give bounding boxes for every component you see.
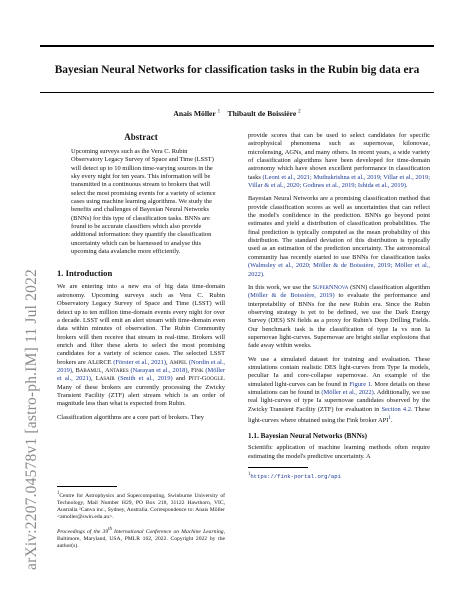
right-paragraph-3 bbox=[248, 284, 430, 351]
fink-api-link[interactable]: https://fink-portal.org/api bbox=[250, 473, 341, 481]
intro-text: . Many of these brokers are currently processing the Zwicky Transient Facility (ZTF) alert stream which is an order of magnitude less than what is expected from Rubin. bbox=[57, 375, 226, 408]
author-name: Thibault de Boissière bbox=[227, 109, 297, 118]
broker-name: Ampel bbox=[169, 358, 188, 366]
figure-link[interactable]: Figure 1 bbox=[349, 380, 372, 388]
affiliation-footnote bbox=[57, 490, 225, 522]
url-footnote bbox=[248, 471, 430, 481]
body-text: . These light-curves where obtained using the Fink broker API bbox=[248, 405, 430, 425]
citation-link[interactable]: (Möller et al., 2021) bbox=[57, 366, 226, 383]
body-text: provide scores that can be used to select candidates for specific astrophysical phenomena such as supernovae, kilonovae, microlensing, AGNs, and many others. In recent years, a wide variety of classification algorithms have been developed for time-domain astronomy which have shown excellent performance in classification tasks bbox=[248, 132, 430, 181]
right-paragraph-4 bbox=[248, 356, 430, 426]
footnote-link[interactable]: 1 bbox=[388, 415, 392, 421]
proceedings-footnote bbox=[57, 526, 225, 550]
title-rule-bottom bbox=[40, 92, 434, 93]
citation-link[interactable]: (Leoni et al., 2021; Muthukrishna et al., 2019; Villar et al., 2019; Villar & et al., 2020; Godines et al., 2019; Ishida et al., 2019) bbox=[248, 173, 430, 190]
right-column bbox=[248, 132, 430, 485]
left-footnotes bbox=[57, 486, 225, 554]
paper-title: Bayesian Neural Networks for classification tasks in the Rubin big data era bbox=[54, 64, 420, 76]
broker-name: Lasair bbox=[95, 375, 115, 383]
broker-name: ALeRCE bbox=[87, 358, 112, 366]
proceedings-text: Proceedings of the 39 bbox=[57, 528, 109, 535]
intro-text: We are entering into a new era of big data time-domain astronomy. Upcoming surveys such as Vera C. Rubin Observatory Legacy Survey of Space and Time (LSST) will detect up to ten million time-domain events every night for over a decade. LSST will emit an alert stream with time-domain even data within minutes of observation. The Rubin Community brokers will then receive that stream in real-time. Brokers will enrich and filter these alerts to select the most promising candidates for a variety of science cases. The selected LSST brokers are bbox=[57, 283, 225, 366]
author-affiliation-mark: 2 bbox=[298, 109, 301, 115]
footnote-rule bbox=[248, 467, 308, 468]
proceedings-text: International Conference on Machine Learning bbox=[111, 528, 224, 535]
citation-link[interactable]: (Smith et al., 2019) bbox=[117, 375, 173, 383]
body-text: We use a simulated dataset for training and evaluation. These simulations contain realistic DES light-curves from Type Ia models, peculiar Ia and core-collapse supernovae. An example of the simulated light-curves can be found in bbox=[248, 355, 430, 388]
subsection-heading-bnns: 1.1. Bayesian Neural Networks (BNNs) bbox=[248, 432, 367, 441]
intro-paragraph-2: Classification algorithms are a core part of brokers. They bbox=[57, 413, 204, 421]
right-paragraph-5: Scientific application of machine learning methods often require estimating the model's predictive uncertainty. A bbox=[248, 444, 430, 460]
affiliation-text: Centre for Astrophysics and Supercomputing, Swinburne University of Technology, Mail Number H29, PO Box 218, 31122 Hawthorn, VIC, Australia ²Canva inc., Sydney, Australia. Correspondence to: Anais Möller <amoller@swin.edu.au>. bbox=[57, 492, 225, 521]
citation-link[interactable]: (Nordin et al., 2019) bbox=[57, 358, 225, 374]
body-text: to evaluate the performance and interpretability of BNNs for the new Rubin era. Since the Rubin observing strategy is yet to be defined, we use the Dark Energy Survey (DES) SN fields as a proxy for Rubin's Deep Drilling Fields. Our benchmark task is the classification of type Ia vs non Ia supernovae light-curves. Supernovae are bright stellar explosions that fade away within weeks. bbox=[248, 292, 430, 350]
citation-link[interactable]: (Walmsley et al., 2020; Möller & de Boissière, 2019; Möller et al., 2022) bbox=[248, 262, 430, 278]
section-heading-introduction: 1. Introduction bbox=[57, 268, 113, 279]
author-affiliation-mark: 1 bbox=[217, 109, 221, 115]
intro-paragraph-1: We are entering into a new era of big data time-domain astronomy. Upcoming surveys such as Vera C. Rubin Observatory Legacy Survey of Space and Time (LSST) will detect up to ten million time-domain events every night for over a decade. LSST will emit an alert stream with time-domain even data within minutes of observation. The Rubin Community brokers will then receive that stream in real-time. Brokers will enrich and filter these alerts to select the most promising candidates for a variety of science cases. The selected LSST brokers are ALeRCE (Förster et al., 2021), Ampel (Nordin et al., 2019), Babamul, Antares (Narayan et al., 2018), Fink (Möller et al., 2021), Lasair (Smith et al., 2019) and Pitt-Google. Many of these brokers are currently processing the Zwicky Transient Facility (ZTF) alert stream which is an order of magnitude less than what is expected from Rubin. bbox=[57, 283, 226, 408]
abstract-text: Upcoming surveys such as the Vera C. Rubin Observatory Legacy Survey of Space and Time (LSST) will detect up to 10 million time-varying sources in the sky every night for ten years. This information will be transmitted in a continuous stream to brokers that will select the most promising events for a variety of science cases using machine learning algorithms. We study the benefits and challenges of Bayesian Neural Networks (BNNs) for this type of classification tasks. BNNs are found to be accurate classifiers which also provide additional information: they quantify the classification uncertainty which can be harnessed to analyse this upcoming data avalanche more efficiently. bbox=[71, 148, 216, 256]
arxiv-id[interactable]: arXiv:2207.04578v1 [astro-ph.IM] 11 Jul 2022 bbox=[23, 269, 40, 570]
right-paragraph-1 bbox=[248, 132, 430, 190]
author-list bbox=[40, 109, 434, 118]
body-text: . Additionally, we use real light-curves of type Ia supernovae candidates observed by the Zwicky Transient Facility (ZTF) for evaluation in bbox=[248, 388, 430, 413]
proceedings-text: , Baltimore, Maryland, USA, PMLR 162, 2022. Copyright 2022 by the author(s). bbox=[57, 528, 225, 549]
broker-name: Antares bbox=[104, 366, 129, 374]
footnote-mark: 1 bbox=[57, 491, 60, 496]
body-text: . bbox=[391, 417, 393, 425]
abstract-heading: Abstract bbox=[124, 132, 158, 142]
footnote-mark: 1 bbox=[248, 472, 251, 478]
body-text: Bayesian Neural Networks are a promising classification method that provide classification scores as well as uncertainties that can reflect the model's confidence in the prediction. BNNs go beyond point estimates and yield a distribution of classification probabilities. The final prediction is typically computed as the mean probability of this distribution. The standard deviation of this distribution is typically used as an estimation of the prediction uncertainty. The astronomical community has recently started to use BNNs for classification tasks bbox=[248, 195, 430, 261]
citation-link[interactable]: (Narayan et al., 2018) bbox=[130, 366, 188, 374]
author-name: Anais Möller bbox=[173, 109, 216, 118]
broker-name: Babamul bbox=[75, 366, 102, 374]
right-paragraph-2 bbox=[248, 195, 430, 278]
arxiv-stamp bbox=[8, 190, 40, 570]
body-text: . bbox=[406, 182, 408, 190]
method-link[interactable]: SuperNNova bbox=[312, 283, 349, 291]
body-text: . More details on these simulations can be found in bbox=[248, 380, 430, 396]
footnote-rule bbox=[57, 486, 117, 487]
title-rule-top bbox=[40, 45, 434, 47]
section-link[interactable]: Section 4.2 bbox=[381, 405, 411, 413]
body-text: In this work, we use the bbox=[248, 283, 313, 291]
body-text: . bbox=[263, 270, 265, 278]
proceedings-ordinal: th bbox=[108, 526, 112, 532]
citation-link[interactable]: (Möller et al., 2022) bbox=[321, 388, 374, 396]
broker-name: Pitt-Google bbox=[188, 375, 224, 383]
broker-name: Fink bbox=[191, 366, 204, 374]
left-column bbox=[57, 132, 225, 427]
body-text: (SNN) classification algorithm bbox=[348, 283, 430, 291]
citation-link[interactable]: (Förster et al., 2021) bbox=[113, 358, 166, 366]
citation-link[interactable]: (Möller & de Boissière, 2019) bbox=[248, 292, 335, 300]
intro-text: and bbox=[175, 375, 186, 383]
